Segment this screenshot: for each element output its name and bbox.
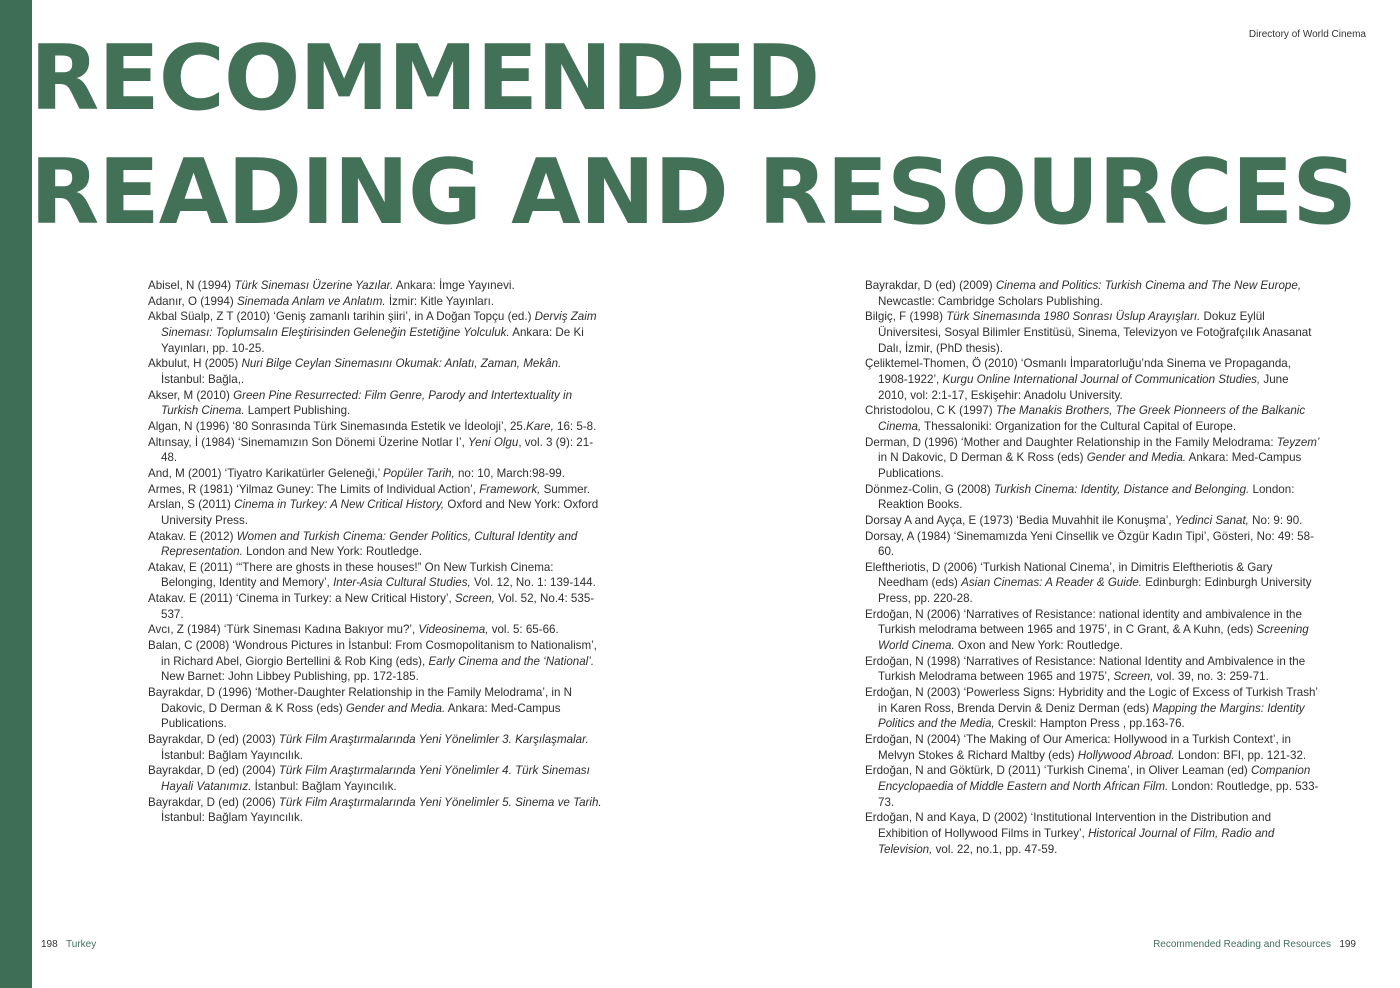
reference-title-text: Cinema in Turkey: A New Critical History, — [234, 498, 445, 512]
reference-text: Thessaloniki: Organization for the Cultural Capital of Europe. — [921, 419, 1237, 433]
reference-entry — [148, 466, 603, 482]
reference-text: Bayrakdar, D (1996) ‘Mother-Daughter Relationship in the Family Melodrama’, in N Dakovic, D Derman & K Ross (eds) — [148, 686, 572, 715]
reference-text: Oxford and New York: Oxford University Press. — [161, 498, 599, 527]
side-color-bar — [0, 0, 32, 988]
reference-title-text: Turkish Cinema: Identity, Distance and Belonging. — [993, 482, 1250, 496]
reference-text: June 2010, vol: 2:1-17, Eskişehir: Anadolu University. — [878, 372, 1289, 402]
reference-text: Akser, M (2010) — [148, 388, 234, 402]
reference-text: Ankara: Med-Campus Publications. — [161, 701, 561, 731]
reference-entry — [148, 482, 603, 498]
reference-title-text: Teyzem’ — [1276, 435, 1320, 449]
reference-title-text: Cinema and Politics: Turkish Cinema and The New Europe, — [995, 279, 1302, 292]
page-title — [30, 22, 1356, 250]
reference-text: And, M (2001) ‘Tiyatro Karikatürler Geleneği,’ — [148, 466, 383, 480]
reference-entry — [865, 278, 1320, 309]
reference-title-text: Popüler Tarih, — [382, 466, 455, 480]
page-number-right: 199 — [1339, 939, 1356, 950]
reference-text: Oxon and New York: Routledge. — [954, 639, 1123, 653]
reference-text: Atakav. E (2012) — [148, 529, 237, 543]
reference-title-text: Nuri Bilge Ceylan Sinemasını Okumak: Anlatı, Zaman, Mekân. — [241, 357, 562, 371]
reference-entry — [148, 560, 603, 591]
reference-entry — [148, 435, 603, 466]
reference-text: vol. 39, no. 3: 259-71. — [1153, 670, 1269, 684]
reference-text: Bayrakdar, D (ed) (2004) — [148, 764, 279, 778]
reference-title-text: Türk Sinemasında 1980 Sonrası Üslup Arayışları. — [946, 310, 1201, 324]
reference-title-text: Türk Film Araştırmalarında Yeni Yönelimler 3. Karşılaşmalar. — [278, 733, 589, 747]
reference-text: New Barnet: John Libbey Publishing, pp. 172-185. — [161, 670, 419, 684]
reference-title-text: Women and Turkish Cinema: Gender Politics, Cultural Identity and Representation. — [161, 529, 578, 559]
reference-entry — [148, 388, 603, 419]
reference-text: Eleftheriotis, D (2006) ‘Turkish National Cinema’, in Dimitris Eleftheriotis & Gary Needham (eds) — [865, 560, 1273, 590]
reference-title-text: Early Cinema and the ‘National’. — [428, 654, 595, 668]
reference-text: Armes, R (1981) ‘Yilmaz Guney: The Limits of Individual Action’, — [148, 482, 480, 496]
reference-entry — [865, 560, 1320, 607]
reference-title-text: Screen, — [454, 592, 495, 606]
reference-text: Erdoğan, N and Göktürk, D (2011) ‘Turkish Cinema’, in Oliver Leaman (ed) — [865, 764, 1251, 778]
reference-entry — [865, 685, 1320, 732]
reference-text: İstanbul: Bağlam Yayıncılık. — [161, 748, 303, 762]
reference-text: Altınsay, İ (1984) ‘Sinemamızın Son Dönemi Üzerine Notlar I’, — [148, 435, 469, 449]
reference-title-text: Screen, — [1113, 670, 1154, 684]
reference-entry — [148, 591, 603, 622]
reference-entry — [865, 732, 1320, 763]
reference-title-text: Gender and Media. — [345, 701, 446, 715]
reference-text: Algan, N (1996) ‘80 Sonrasında Türk Sinemasında Estetik ve İdeoloji’, 25. — [148, 419, 527, 433]
reference-entry — [865, 513, 1320, 529]
reference-text: Vol. 12, No. 1: 139-144. — [470, 576, 596, 590]
reference-entry — [865, 309, 1320, 356]
reference-text: Dokuz Eylül Üniversitesi, Sosyal Bilimler Enstitüsü, Sinema, Televizyon ve Fotoğrafçılık Anasanat Dalı, İzmir, (PhD thesis). — [878, 310, 1312, 355]
reference-text: Bayrakdar, D (ed) (2003) — [148, 733, 279, 747]
reference-text: Bayrakdar, D (ed) (2006) — [148, 795, 279, 809]
reference-text: İzmir: Kitle Yayınları. — [385, 294, 495, 308]
reference-title-text: Screening World Cinema. — [878, 623, 1309, 653]
reference-entry — [865, 763, 1320, 810]
reference-text: London: BFI, pp. 121-32. — [1174, 748, 1307, 762]
reference-entry — [148, 795, 603, 826]
reference-text: Erdoğan, N (2006) ‘Narratives of Resistance: national identity and ambivalence in the Turkish melodrama between 1965 and 1975’, in C Grant, & A Kuhn, (eds) — [865, 607, 1302, 637]
reference-text: Creskil: Hampton Press , pp.163-76. — [994, 717, 1185, 731]
reference-entry — [148, 419, 603, 435]
reference-text: , vol. 3 (9): 21-48. — [161, 435, 594, 465]
reference-title-text: Yeni Olgu — [468, 435, 519, 449]
reference-entry — [148, 529, 603, 560]
reference-text: Akbulut, H (2005) — [148, 357, 242, 371]
reference-text: Vol. 52, No.4: 535-537. — [161, 592, 595, 621]
reference-text: No: 9: 90. — [1248, 513, 1303, 527]
reference-text: Derman, D (1996) ‘Mother and Daughter Relationship in the Family Melodrama: — [865, 435, 1277, 449]
reference-text: Bilgiç, F (1998) — [865, 310, 947, 324]
reference-entry — [865, 810, 1320, 857]
reference-entry — [865, 403, 1320, 434]
reference-title-text: Sinemada Anlam ve Anlatım. — [236, 294, 386, 308]
reference-entry — [148, 294, 603, 310]
reference-title-text: Framework, — [479, 482, 541, 496]
reference-title-text: Kare, — [526, 419, 554, 433]
reference-title-text: Derviş Zaim Sineması: Toplumsalın Eleştirisinden Geleneğin Estetiğine Yolculuk. — [161, 310, 597, 339]
reference-text: Akbal Süalp, Z T (2010) ‘Geniş zamanlı tarihin şiiri’, in A Doğan Topçu (ed.) — [148, 310, 535, 324]
reference-text: Dorsay, A (1984) ‘Sinemamızda Yeni Cinsellik ve Özgür Kadın Tipi’, Gösteri, No: 49: 58-60. — [865, 529, 1314, 559]
reference-entry — [148, 278, 603, 294]
reference-title-text: Yedinci Sanat, — [1174, 513, 1249, 527]
reference-entry — [148, 638, 603, 685]
reference-text: Erdoğan, N and Kaya, D (2002) ‘Institutional Intervention in the Distribution and Exhibition of Hollywood Films in Turkey’, — [865, 811, 1272, 840]
reference-text: Ankara: De Ki Yayınları, pp. 10-25. — [161, 325, 584, 355]
reference-text: Abisel, N (1994) — [148, 279, 235, 292]
reference-text: Çeliktemel-Thomen, Ö (2010) ‘Osmanlı İmparatorluğu’nda Sinema ve Propaganda, 1908-1922’, — [865, 357, 1291, 386]
reference-entry — [148, 356, 603, 387]
reference-title-text: Historical Journal of Film, Radio and Television, — [878, 826, 1275, 856]
reference-title-text: Gender and Media. — [1086, 451, 1187, 465]
title-line-1: RECOMMENDED — [30, 26, 820, 131]
reference-entry — [865, 356, 1320, 403]
section-name-left: Turkey — [66, 939, 97, 950]
reference-text: 16: 5-8. — [553, 419, 597, 433]
reference-text: Atakav, E (2011) ‘“There are ghosts in these houses!” On New Turkish Cinema: Belonging, Identity and Memory’, — [148, 560, 554, 590]
bibliography-column-right — [865, 278, 1320, 857]
reference-entry — [148, 622, 603, 638]
folio-left — [41, 939, 96, 950]
reference-text: Avcı, Z (1984) ‘Türk Sineması Kadına Bakıyor mu?’, — [148, 623, 419, 637]
reference-text: Ankara: Med-Campus Publications. — [878, 451, 1302, 480]
reference-text: Edinburgh: Edinburgh University Press, pp. 220-28. — [878, 576, 1312, 606]
reference-title-text: Green Pine Resurrected: Film Genre, Parody and Intertextuality in Turkish Cinema. — [161, 388, 573, 418]
reference-text: İstanbul: Bağlam Yayıncılık. — [251, 780, 397, 793]
running-head: Directory of World Cinema — [1248, 29, 1366, 40]
title-line-2: READING AND RESOURCES — [30, 140, 1357, 245]
reference-text: Arslan, S (2011) — [148, 498, 235, 512]
reference-entry — [865, 654, 1320, 685]
reference-text: Erdoğan, N (2003) ‘Powerless Signs: Hybridity and the Logic of Excess of Turkish Trash’ in Karen Ross, Brenda Dervin & Deniz Derman (eds) — [865, 686, 1318, 715]
reference-text: Erdoğan, N (1998) ‘Narratives of Resistance: National Identity and Ambivalence in the Turkish Melodrama between 1965 and 1975’, — [865, 654, 1306, 684]
reference-title-text: Companion Encyclopaedia of Middle Eastern and North African Film. — [878, 764, 1311, 793]
reference-text: Newcastle: Cambridge Scholars Publishing. — [878, 294, 1103, 308]
reference-text: Christodolou, C K (1997) — [865, 404, 996, 418]
reference-text: Dönmez-Colin, G (2008) — [865, 482, 994, 496]
reference-text: Bayrakdar, D (ed) (2009) — [865, 279, 996, 292]
reference-text: London: Routledge, pp. 533-73. — [878, 780, 1319, 809]
reference-entry — [148, 309, 603, 356]
reference-title-text: Kurgu Online International Journal of Communication Studies, — [942, 372, 1261, 386]
reference-entry — [148, 497, 603, 528]
reference-text: Lampert Publishing. — [244, 404, 351, 418]
reference-title-text: Türk Film Araştırmalarında Yeni Yönelimler 5. Sinema ve Tarih. — [278, 795, 602, 809]
reference-entry — [148, 763, 603, 794]
reference-entry — [148, 732, 603, 763]
reference-text: İstanbul: Bağlam Yayıncılık. — [161, 811, 303, 825]
reference-title-text: Hollywood Abroad. — [1077, 748, 1175, 762]
reference-entry — [865, 435, 1320, 482]
reference-text: Summer. — [540, 482, 591, 496]
reference-title-text: Asian Cinemas: A Reader & Guide. — [961, 576, 1143, 590]
reference-title-text: Mapping the Margins: Identity Politics and the Media, — [878, 701, 1305, 731]
reference-text: London and New York: Routledge. — [242, 545, 423, 559]
reference-text: vol. 5: 65-66. — [488, 623, 559, 637]
reference-entry — [865, 529, 1320, 560]
reference-text: Ankara: İmge Yayınevi. — [393, 279, 515, 292]
reference-entry — [865, 482, 1320, 513]
reference-text: London: Reaktion Books. — [878, 482, 1295, 512]
section-name-right: Recommended Reading and Resources — [1153, 939, 1331, 950]
reference-entry — [148, 685, 603, 732]
reference-text: Atakav. E (2011) ‘Cinema in Turkey: a New Critical History’, — [148, 592, 455, 606]
reference-entry — [865, 607, 1320, 654]
page-number-left: 198 — [41, 939, 58, 950]
reference-text: no: 10, March:98-99. — [454, 466, 565, 480]
reference-text: Dorsay A and Ayça, E (1973) ‘Bedia Muvahhit ile Konuşma’, — [865, 513, 1175, 527]
reference-text: İstanbul: Bağla,. — [161, 372, 245, 386]
bibliography-column-left — [148, 278, 603, 826]
reference-text: in N Dakovic, D Derman & K Ross (eds) — [878, 451, 1087, 465]
reference-title-text: Türk Film Araştırmalarında Yeni Yönelimler 4. Türk Sineması Hayali Vatanımız. — [161, 764, 590, 793]
reference-title-text: The Manakis Brothers, The Greek Pionneers of the Balkanic Cinema, — [878, 404, 1306, 433]
reference-title-text: Inter-Asia Cultural Studies, — [333, 576, 471, 590]
reference-title-text: Türk Sineması Üzerine Yazılar. — [234, 279, 394, 292]
reference-text: vol. 22, no.1, pp. 47-59. — [932, 842, 1058, 856]
reference-text: Erdoğan, N (2004) ‘The Making of Our America: Hollywood in a Turkish Context’, in Melvyn Stokes & Richard Maltby (eds) — [865, 733, 1291, 762]
reference-text: Adanır, O (1994) — [148, 294, 237, 308]
reference-text: Balan, C (2008) ‘Wondrous Pictures in İstanbul: From Cosmopolitanism to Nationalism’, in Richard Abel, Giorgio Bertellini & Rob King (eds), — [148, 639, 597, 668]
reference-title-text: Videosinema, — [418, 623, 489, 637]
folio-right — [1153, 939, 1356, 950]
